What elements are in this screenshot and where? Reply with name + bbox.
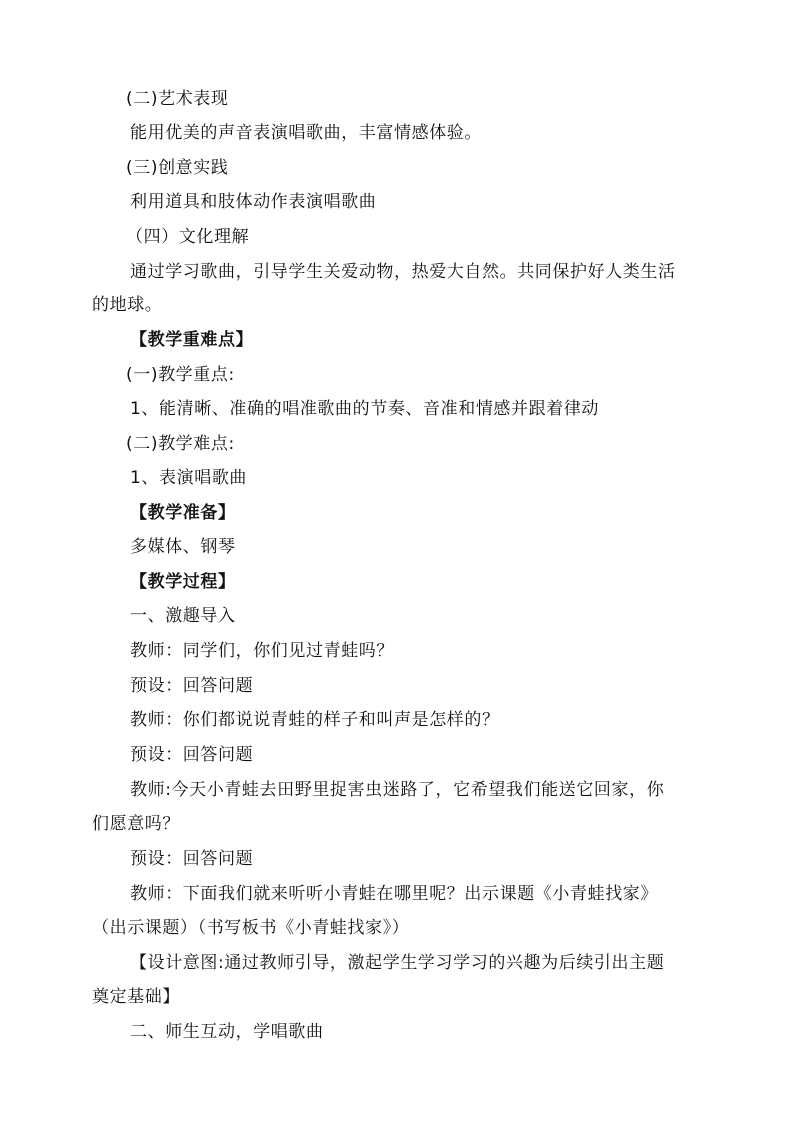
art-expression-text: 能用优美的声音表演唱歌曲，丰富情感体验。 (130, 123, 482, 143)
difficult-point-text: 1、表演唱歌曲 (130, 468, 248, 488)
key-point-text: 1、能清晰、准确的唱准歌曲的节奏、音准和情感并跟着律动 (130, 399, 600, 419)
creative-practice-heading: (三)创意实践 (126, 158, 229, 178)
process-heading: 【教学过程】 (130, 572, 236, 592)
design-intent-line-a: 【设计意图:通过教师引导，激起学生学习学习的兴趣为后续引出主题 (130, 953, 665, 973)
intro-heading: 一、激趣导入 (130, 606, 236, 626)
key-point-heading: (一)教学重点: (126, 365, 235, 385)
culture-text-line-2: 的地球。 (92, 295, 163, 315)
preset-line-2: 预设：回答问题 (130, 745, 254, 765)
section-2-heading: 二、师生互动，学唱歌曲 (130, 1022, 324, 1042)
preparation-text: 多媒体、钢琴 (130, 537, 236, 557)
teacher-line-2: 教师：你们都说说青蛙的样子和叫声是怎样的？ (130, 710, 500, 730)
design-intent-line-b: 奠定基础】 (92, 987, 180, 1007)
teacher-line-3b: 们愿意吗？ (92, 814, 180, 834)
preset-line-3: 预设：回答问题 (130, 849, 254, 869)
key-difficult-heading: 【教学重难点】 (130, 330, 254, 350)
culture-heading: （四）文化理解 (126, 227, 250, 247)
teacher-line-4a: 教师：下面我们就来听听小青蛙在哪里呢？出示课题《小青蛙找家》 (130, 884, 658, 904)
teacher-line-3a: 教师:今天小青蛙去田野里捉害虫迷路了，它希望我们能送它回家，你 (130, 780, 665, 800)
preset-line-1: 预设：回答问题 (130, 676, 254, 696)
teacher-line-1: 教师：同学们，你们见过青蛙吗？ (130, 641, 394, 661)
creative-practice-text: 利用道具和肢体动作表演唱歌曲 (130, 192, 377, 212)
teacher-line-4b: （出示课题）（书写板书《小青蛙找家》） (92, 918, 410, 938)
art-expression-heading: (二)艺术表现 (126, 89, 229, 109)
difficult-point-heading: (二)教学难点: (126, 434, 235, 454)
culture-text-line-1: 通过学习歌曲，引导学生关爱动物，热爱大自然。共同保护好人类生活 (130, 262, 676, 282)
preparation-heading: 【教学准备】 (130, 503, 236, 523)
